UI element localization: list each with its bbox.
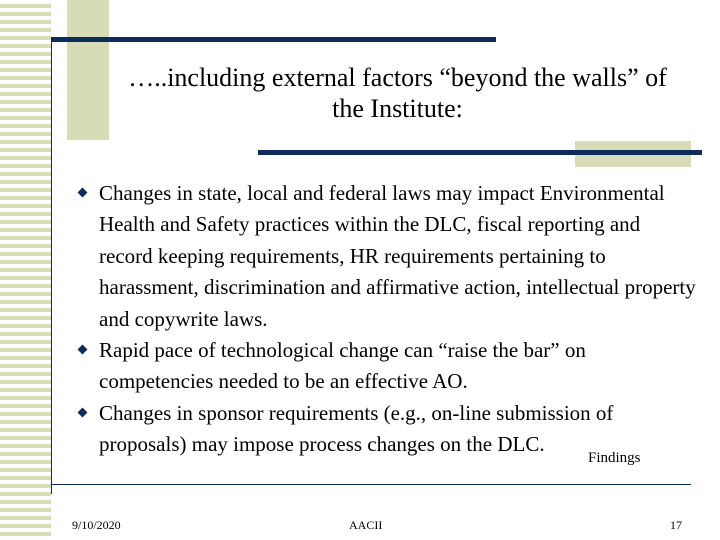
footer-page-number: 17 (670, 518, 682, 532)
bullet-list (78, 178, 698, 461)
bullet-text: Changes in sponsor requirements (e.g., on-line submission of proposals) may impose process changes on the DLC. (99, 400, 614, 457)
top-rule (51, 37, 496, 42)
decorative-stripes (0, 0, 51, 540)
bullet-text: Rapid pace of technological change can “raise the bar” on competencies needed to be an effective AO. (99, 338, 586, 394)
diamond-bullet-icon (78, 188, 88, 198)
bullet-item-laws (78, 178, 698, 335)
footer-line (51, 484, 691, 485)
left-vertical-line (51, 42, 52, 494)
title-underline-rule (258, 150, 702, 155)
footer-center-text: AACII (349, 518, 383, 532)
bullet-text: Changes in state, local and federal laws may impact Environmental Health and Safety practices within the DLC, fiscal reporting and record keeping requirements, HR requirements pertaining to harassment, discrimination and affirmative action, intellectual property and copywrite laws. (99, 181, 696, 331)
diamond-bullet-icon (78, 407, 88, 417)
slide-title: …..including external factors “beyond the walls” of the Institute: (128, 63, 667, 123)
findings-tag: Findings (588, 450, 641, 466)
bullet-item-technology (78, 335, 698, 398)
decorative-block-top (67, 0, 109, 140)
diamond-bullet-icon (78, 345, 88, 355)
footer-date: 9/10/2020 (72, 518, 121, 532)
